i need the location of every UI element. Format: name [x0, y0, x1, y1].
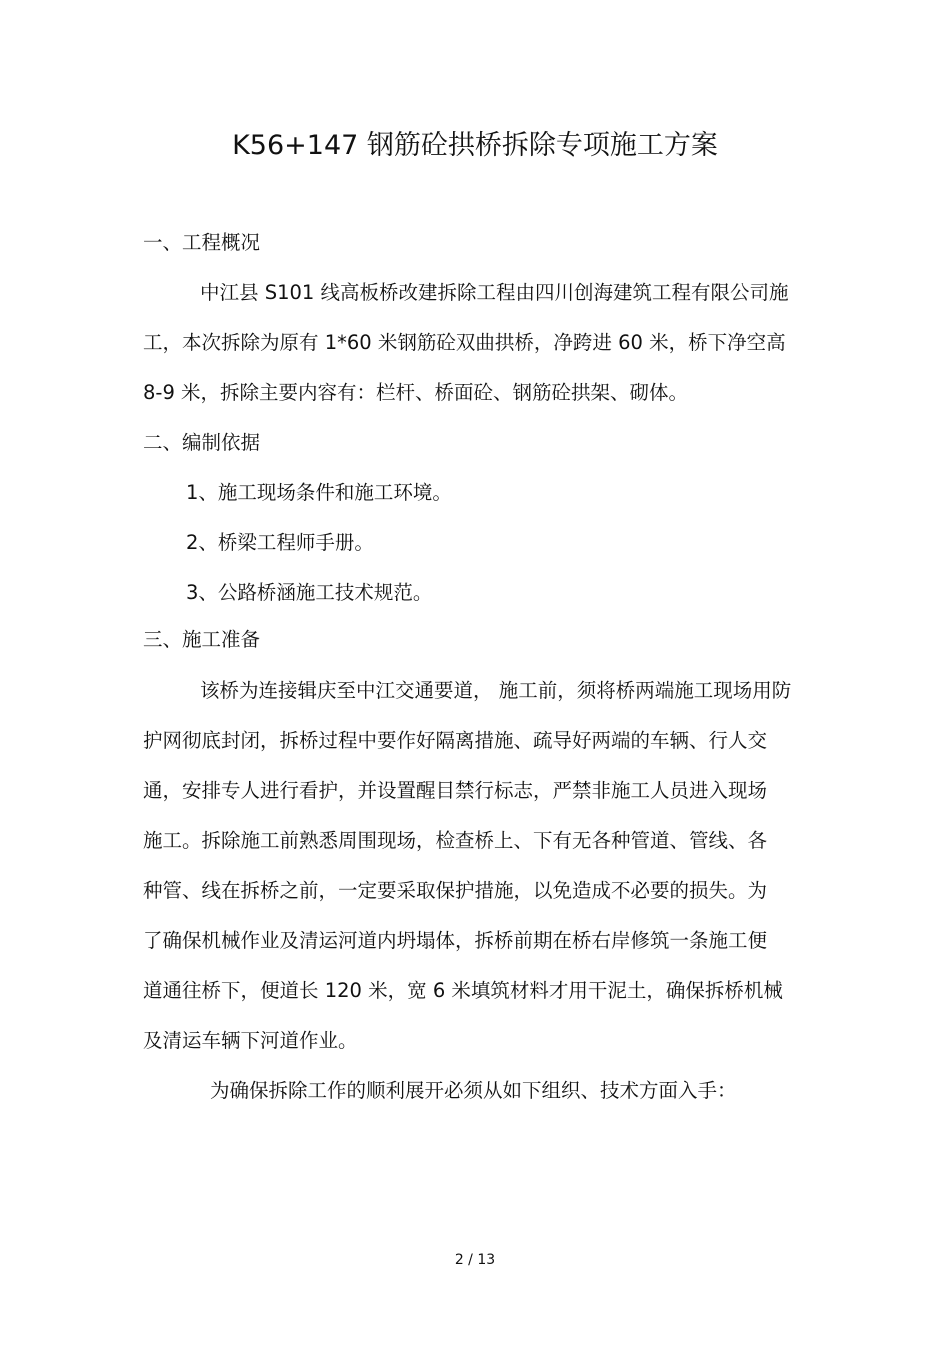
- section-1-heading: 一、工程概况: [143, 231, 261, 254]
- page-number: 2 / 13: [454, 1252, 496, 1268]
- section-3-paragraph-line: 护网彻底封闭，拆桥过程中要作好隔离措施、疏导好两端的车辆、行人交: [143, 729, 768, 752]
- section-3-heading: 三、施工准备: [143, 628, 261, 651]
- section-3-paragraph-line: 道通往桥下，便道长 120 米，宽 6 米填筑材料才用干泥土，确保拆桥机械: [143, 979, 783, 1002]
- document-title: K56+147 钢筋砼拱桥拆除专项施工方案: [232, 130, 718, 161]
- section-3-closing-paragraph: 为确保拆除工作的顺利展开必须从如下组织、技术方面入手：: [210, 1079, 737, 1102]
- section-3-paragraph-line: 该桥为连接辑庆至中江交通要道， 施工前，须将桥两端施工现场用防: [200, 679, 792, 702]
- section-3-paragraph-line: 种管、线在拆桥之前，一定要采取保护措施，以免造成不必要的损失。为: [143, 879, 768, 902]
- section-3-paragraph-line: 及清运车辆下河道作业。: [143, 1029, 358, 1052]
- section-3-paragraph-line: 了确保机械作业及清运河道内坍塌体，拆桥前期在桥右岸修筑一条施工便: [143, 929, 768, 952]
- section-2-heading: 二、编制依据: [143, 431, 261, 454]
- section-1-paragraph-line: 工，本次拆除为原有 1*60 米钢筋砼双曲拱桥，净跨进 60 米，桥下净空高: [143, 331, 786, 354]
- section-3-paragraph-line: 通，安排专人进行看护，并设置醒目禁行标志，严禁非施工人员进入现场: [143, 779, 768, 802]
- section-1-paragraph-line: 中江县 S101 线高板桥改建拆除工程由四川创海建筑工程有限公司施: [200, 281, 789, 304]
- section-3-paragraph-line: 施工。拆除施工前熟悉周围现场，检查桥上、下有无各种管道、管线、各: [143, 829, 768, 852]
- section-2-list-item: 3、公路桥涵施工技术规范。: [186, 581, 433, 604]
- section-2-list-item: 1、施工现场条件和施工环境。: [186, 481, 452, 504]
- section-2-list-item: 2、桥梁工程师手册。: [186, 531, 374, 554]
- section-1-paragraph-line: 8-9 米，拆除主要内容有：栏杆、桥面砼、钢筋砼拱架、砌体。: [143, 381, 689, 404]
